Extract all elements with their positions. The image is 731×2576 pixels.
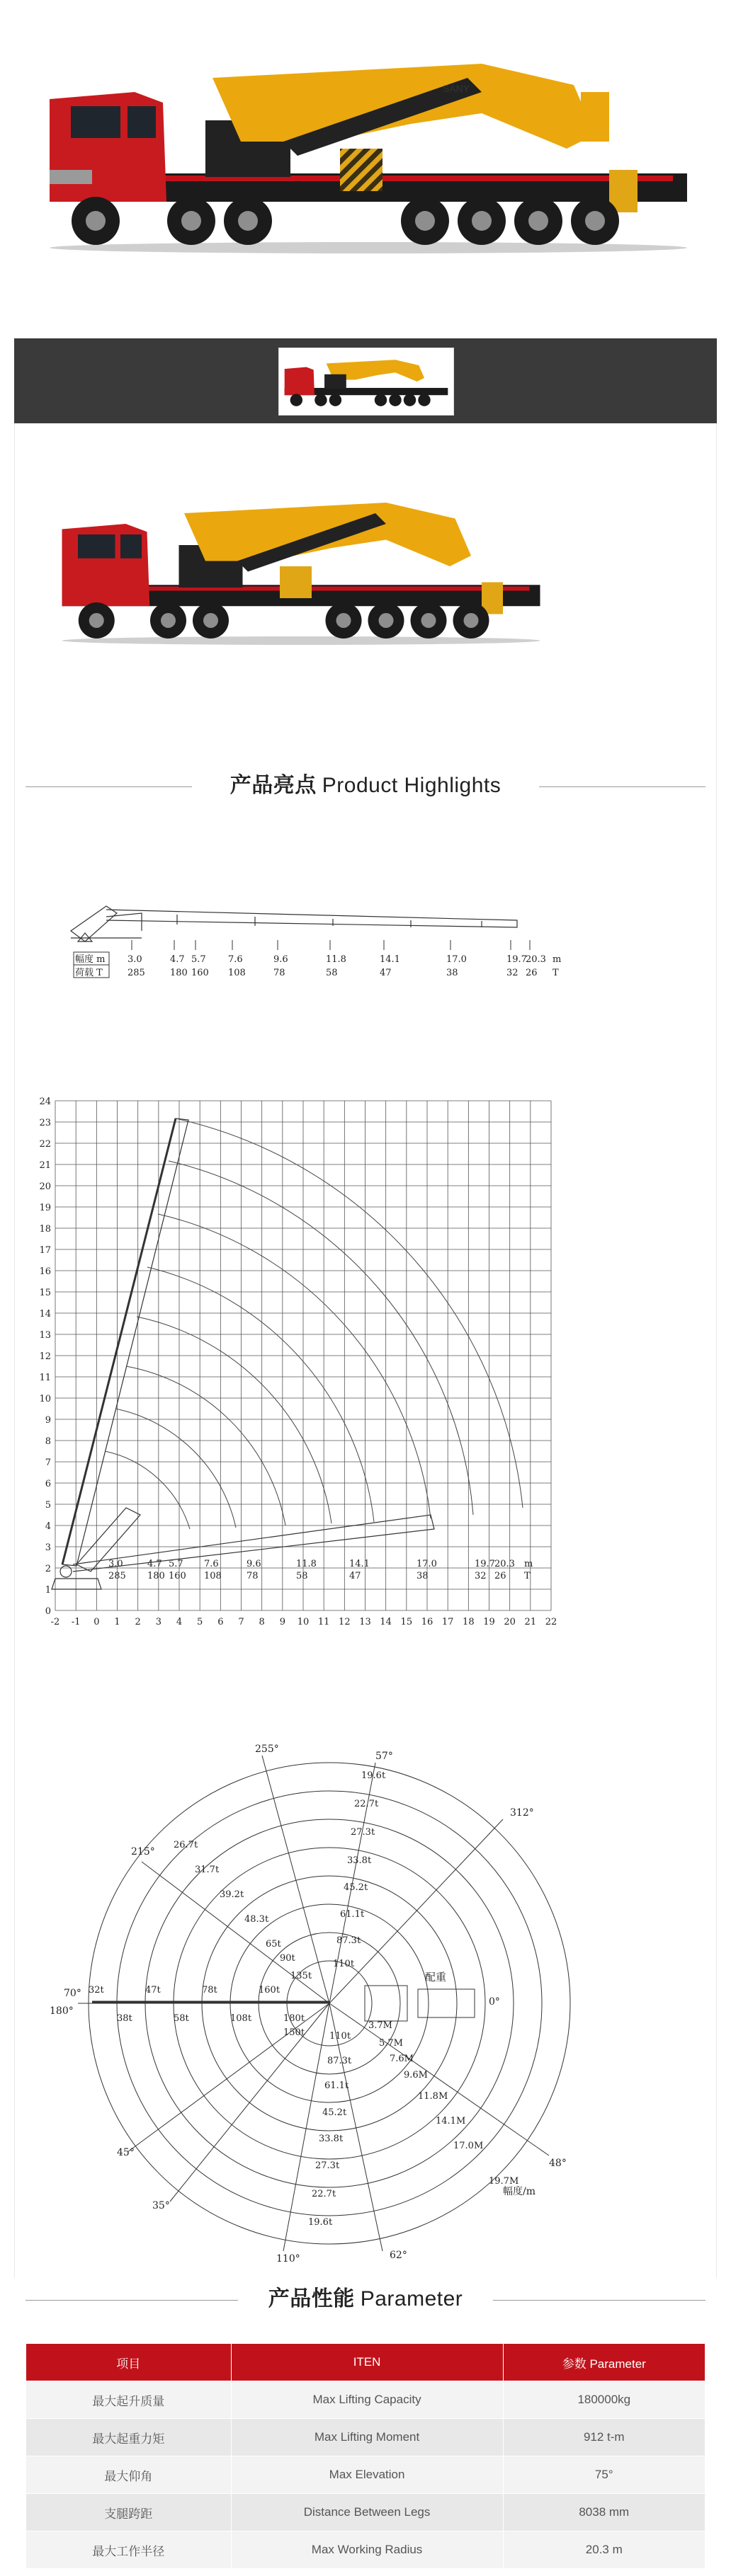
reach-load-value: 58 xyxy=(326,968,338,978)
x-tick-label: 20 xyxy=(504,1617,516,1627)
height-chart-radius-value: 3.0 xyxy=(108,1559,123,1569)
height-chart-load-value: 108 xyxy=(204,1571,222,1581)
y-tick-label: 12 xyxy=(39,1351,51,1362)
y-tick-label: 14 xyxy=(39,1309,51,1320)
x-tick-label: 19 xyxy=(483,1617,495,1627)
reach-radius-value: 20.3 xyxy=(526,954,546,965)
slew-angle-label: 48° xyxy=(549,2158,567,2169)
x-tick-label: 6 xyxy=(217,1617,224,1627)
row-en: Max Elevation xyxy=(231,2456,503,2494)
table-row xyxy=(26,2419,706,2456)
y-tick-label: 10 xyxy=(39,1394,51,1404)
left-arc-load: 39.2t xyxy=(220,1889,244,1900)
height-chart-radius-value: 20.3 xyxy=(494,1559,515,1569)
y-tick-label: 13 xyxy=(39,1330,51,1341)
y-tick-label: 0 xyxy=(45,1606,51,1617)
ring-load-left: 160t xyxy=(259,1985,280,1996)
radius-label: 5.7M xyxy=(379,2038,403,2049)
header-item-cn: 项目 xyxy=(26,2344,232,2381)
left-arc-load: 90t xyxy=(280,1953,295,1964)
ring-load-lower: 110t xyxy=(329,2031,351,2042)
y-tick-label: 1 xyxy=(45,1585,51,1596)
reach-row-load-label: 荷载 T xyxy=(75,968,103,978)
truck-thumbnail[interactable] xyxy=(278,348,454,416)
height-chart-load-unit: T xyxy=(524,1571,531,1581)
left-arc-load: 26.7t xyxy=(174,1840,198,1850)
x-tick-label: 3 xyxy=(155,1617,162,1627)
lifting-height-chart xyxy=(34,1090,594,1642)
left-arc-load: 65t xyxy=(266,1939,281,1950)
table-header-row xyxy=(26,2344,706,2381)
ring-load-lower: 33.8t xyxy=(319,2134,344,2144)
ring-load-upper: 19.6t xyxy=(361,1770,386,1781)
ring-load-left: 32t xyxy=(89,1985,104,1996)
image-banner xyxy=(14,338,717,423)
reach-load-value: 47 xyxy=(380,968,392,978)
y-tick-label: 8 xyxy=(45,1436,51,1447)
table-row xyxy=(26,2456,706,2494)
ring-load-upper: 27.3t xyxy=(351,1827,375,1838)
x-tick-label: 15 xyxy=(400,1617,413,1627)
slew-angle-label: 255° xyxy=(255,1744,279,1755)
x-tick-label: 12 xyxy=(339,1617,351,1627)
y-tick-label: 9 xyxy=(45,1415,51,1426)
row-value: 180000kg xyxy=(503,2381,705,2419)
height-chart-load-value: 78 xyxy=(246,1571,259,1581)
row-en: Max Lifting Moment xyxy=(231,2419,503,2456)
slew-angle-label: 215° xyxy=(131,1846,155,1857)
left-arc-load: 31.7t xyxy=(195,1865,220,1875)
height-chart-radius-value: 14.1 xyxy=(349,1559,370,1569)
reach-radius-value: 9.6 xyxy=(273,954,288,965)
reach-load-value: 78 xyxy=(273,968,285,978)
reach-row-radius-label: 幅度 m xyxy=(75,954,106,965)
truck-image-top xyxy=(28,35,708,262)
heading-rule-left xyxy=(26,2300,238,2301)
ring-load-left: 78t xyxy=(202,1985,217,1996)
reach-load-value: 180 xyxy=(170,968,188,978)
reach-radius-value: 5.7 xyxy=(191,954,206,965)
x-tick-label: 13 xyxy=(359,1617,371,1627)
height-chart-load-value: 180 xyxy=(147,1571,165,1581)
y-tick-label: 22 xyxy=(39,1139,51,1150)
x-tick-label: -1 xyxy=(71,1617,81,1627)
radius-label: 11.8M xyxy=(418,2091,448,2102)
left-arc-load: 48.3t xyxy=(244,1914,269,1925)
slew-angle-label: 35° xyxy=(152,2200,170,2211)
slew-angle-label: 45° xyxy=(117,2147,135,2158)
parameter-heading xyxy=(26,2284,706,2315)
y-tick-label: 7 xyxy=(45,1458,51,1468)
row-value: 912 t-m xyxy=(503,2419,705,2456)
reach-radius-value: 19.7 xyxy=(506,954,527,965)
y-tick-label: 21 xyxy=(39,1160,51,1171)
row-value: 8038 mm xyxy=(503,2494,705,2531)
heading-cn: 产品性能 xyxy=(268,2286,355,2311)
reach-radius-value: 3.0 xyxy=(128,954,142,965)
x-tick-label: 22 xyxy=(545,1617,557,1627)
y-tick-label: 17 xyxy=(39,1245,51,1256)
x-tick-label: 0 xyxy=(94,1617,100,1627)
x-tick-label: 8 xyxy=(259,1617,265,1627)
reach-radius-value: 11.8 xyxy=(326,954,346,965)
slew-angle-label: 70° xyxy=(64,1988,81,1999)
table-row xyxy=(26,2531,706,2569)
table-row xyxy=(26,2494,706,2531)
ring-load-lower: 22.7t xyxy=(312,2189,336,2199)
x-tick-label: 2 xyxy=(135,1617,141,1627)
y-tick-label: 4 xyxy=(45,1521,51,1532)
ring-load-upper: 22.7t xyxy=(354,1799,379,1809)
reach-load-unit: T xyxy=(552,968,559,978)
ring-load-upper: 33.8t xyxy=(347,1855,372,1866)
row-cn: 支腿跨距 xyxy=(26,2494,232,2531)
heading-rule-left xyxy=(26,786,192,787)
y-tick-label: 16 xyxy=(39,1266,51,1277)
y-tick-label: 18 xyxy=(39,1224,51,1235)
reach-radius-value: 14.1 xyxy=(380,954,400,965)
row-value: 20.3 m xyxy=(503,2531,705,2569)
height-chart-load-value: 38 xyxy=(416,1571,429,1581)
counterweight-label: 配重 xyxy=(425,1971,447,1983)
ring-load-upper: 45.2t xyxy=(344,1882,368,1893)
x-tick-label: 18 xyxy=(463,1617,475,1627)
height-chart-load-value: 160 xyxy=(169,1571,186,1581)
ring-load-left: 180t xyxy=(283,2013,305,2024)
y-tick-label: 20 xyxy=(39,1181,51,1192)
ring-load-left: 108t xyxy=(230,2013,252,2024)
x-tick-label: 17 xyxy=(441,1617,454,1627)
x-tick-label: 16 xyxy=(421,1617,434,1627)
x-tick-label: 7 xyxy=(238,1617,244,1627)
ring-load-left: 38t xyxy=(117,2013,132,2024)
x-tick-label: 21 xyxy=(524,1617,537,1627)
slew-angle-label: 110° xyxy=(276,2253,300,2265)
left-arc-load: 150t xyxy=(283,2027,305,2038)
reach-load-value: 108 xyxy=(228,968,246,978)
y-tick-label: 24 xyxy=(39,1097,51,1107)
y-tick-label: 11 xyxy=(39,1373,51,1383)
row-cn: 最大仰角 xyxy=(26,2456,232,2494)
x-tick-label: 11 xyxy=(317,1617,330,1627)
row-en: Max Lifting Capacity xyxy=(231,2381,503,2419)
reach-load-value: 32 xyxy=(506,968,518,978)
row-cn: 最大工作半径 xyxy=(26,2531,232,2569)
slew-angle-label: 57° xyxy=(375,1751,393,1762)
reach-radius-value: 17.0 xyxy=(446,954,467,965)
height-chart-load-value: 285 xyxy=(108,1571,126,1581)
y-tick-label: 15 xyxy=(39,1288,51,1298)
left-arc-load: 135t xyxy=(290,1971,312,1981)
x-tick-label: 1 xyxy=(114,1617,120,1627)
truck-image-second xyxy=(46,481,556,651)
height-chart-load-value: 32 xyxy=(475,1571,487,1581)
parameter-table xyxy=(26,2343,706,2569)
y-tick-label: 6 xyxy=(45,1479,51,1489)
radius-label: 14.1M xyxy=(436,2116,466,2126)
slew-angle-label: 180° xyxy=(50,2005,74,2017)
slewing-load-chart xyxy=(50,1741,638,2265)
y-tick-label: 19 xyxy=(39,1203,51,1213)
heading-rule-right xyxy=(493,2300,706,2301)
slew-angle-label: 312° xyxy=(510,1807,534,1819)
height-chart-radius-value: 4.7 xyxy=(147,1559,162,1569)
height-chart-radius-value: 7.6 xyxy=(204,1559,219,1569)
ring-load-lower: 87.3t xyxy=(327,2056,352,2066)
radius-label: 17.0M xyxy=(453,2141,484,2151)
x-tick-label: -2 xyxy=(50,1617,60,1627)
x-tick-label: 4 xyxy=(176,1617,183,1627)
table-row xyxy=(26,2381,706,2419)
ring-load-lower: 45.2t xyxy=(322,2107,347,2118)
x-tick-label: 14 xyxy=(380,1617,392,1627)
ring-load-upper: 61.1t xyxy=(340,1909,365,1920)
reach-radius-value: 4.7 xyxy=(170,954,185,965)
y-tick-label: 23 xyxy=(39,1118,51,1128)
radius-label: 19.7M xyxy=(489,2176,519,2187)
reach-load-diagram xyxy=(64,892,574,991)
y-tick-label: 3 xyxy=(45,1542,51,1553)
height-chart-radius-value: 11.8 xyxy=(296,1559,317,1569)
row-cn: 最大起重力矩 xyxy=(26,2419,232,2456)
slew-angle-label: 0° xyxy=(489,1996,500,2008)
heading-rule-right xyxy=(539,786,706,787)
ring-load-lower: 19.6t xyxy=(308,2217,333,2228)
ring-load-left: 47t xyxy=(145,1985,161,1996)
height-chart-radius-value: 17.0 xyxy=(416,1559,437,1569)
heading-cn: 产品亮点 xyxy=(230,773,317,798)
x-tick-label: 10 xyxy=(297,1617,310,1627)
radius-label: 3.7M xyxy=(368,2020,392,2031)
reach-radius-unit: m xyxy=(552,954,562,965)
row-en: Distance Between Legs xyxy=(231,2494,503,2531)
slew-angle-label: 62° xyxy=(390,2250,407,2261)
radius-label: 9.6M xyxy=(404,2070,428,2080)
height-chart-load-value: 47 xyxy=(349,1571,361,1581)
height-chart-radius-value: 5.7 xyxy=(169,1559,183,1569)
ring-load-left: 58t xyxy=(174,2013,189,2024)
reach-radius-value: 7.6 xyxy=(228,954,243,965)
radius-axis-label: 幅度/m xyxy=(503,2186,536,2197)
ring-load-lower: 27.3t xyxy=(315,2160,340,2171)
truck-thumbnail-image xyxy=(279,348,453,415)
y-tick-label: 2 xyxy=(45,1564,51,1574)
y-tick-label: 5 xyxy=(45,1500,51,1511)
reach-load-value: 26 xyxy=(526,968,538,978)
ring-load-lower: 61.1t xyxy=(324,2080,349,2091)
row-cn: 最大起升质量 xyxy=(26,2381,232,2419)
ring-load-upper: 110t xyxy=(333,1959,355,1969)
radius-label: 7.6M xyxy=(390,2054,414,2064)
x-tick-label: 5 xyxy=(197,1617,203,1627)
reach-load-value: 38 xyxy=(446,968,458,978)
row-value: 75° xyxy=(503,2456,705,2494)
header-item-en: ITEN xyxy=(231,2344,503,2381)
heading-en: Product Highlights xyxy=(322,774,502,797)
height-chart-radius-value: 9.6 xyxy=(246,1559,261,1569)
height-chart-load-value: 58 xyxy=(296,1571,308,1581)
height-chart-radius-value: 19.7 xyxy=(475,1559,495,1569)
x-tick-label: 9 xyxy=(279,1617,285,1627)
ring-load-upper: 87.3t xyxy=(336,1935,361,1946)
header-parameter: 参数 Parameter xyxy=(503,2344,705,2381)
row-en: Max Working Radius xyxy=(231,2531,503,2569)
reach-load-value: 160 xyxy=(191,968,209,978)
reach-load-value: 285 xyxy=(128,968,145,978)
height-chart-load-value: 26 xyxy=(494,1571,506,1581)
truck-brand-label: SANY xyxy=(443,83,470,94)
product-highlights-heading xyxy=(26,770,706,801)
heading-en: Parameter xyxy=(360,2287,463,2311)
height-chart-radius-unit: m xyxy=(524,1559,533,1569)
